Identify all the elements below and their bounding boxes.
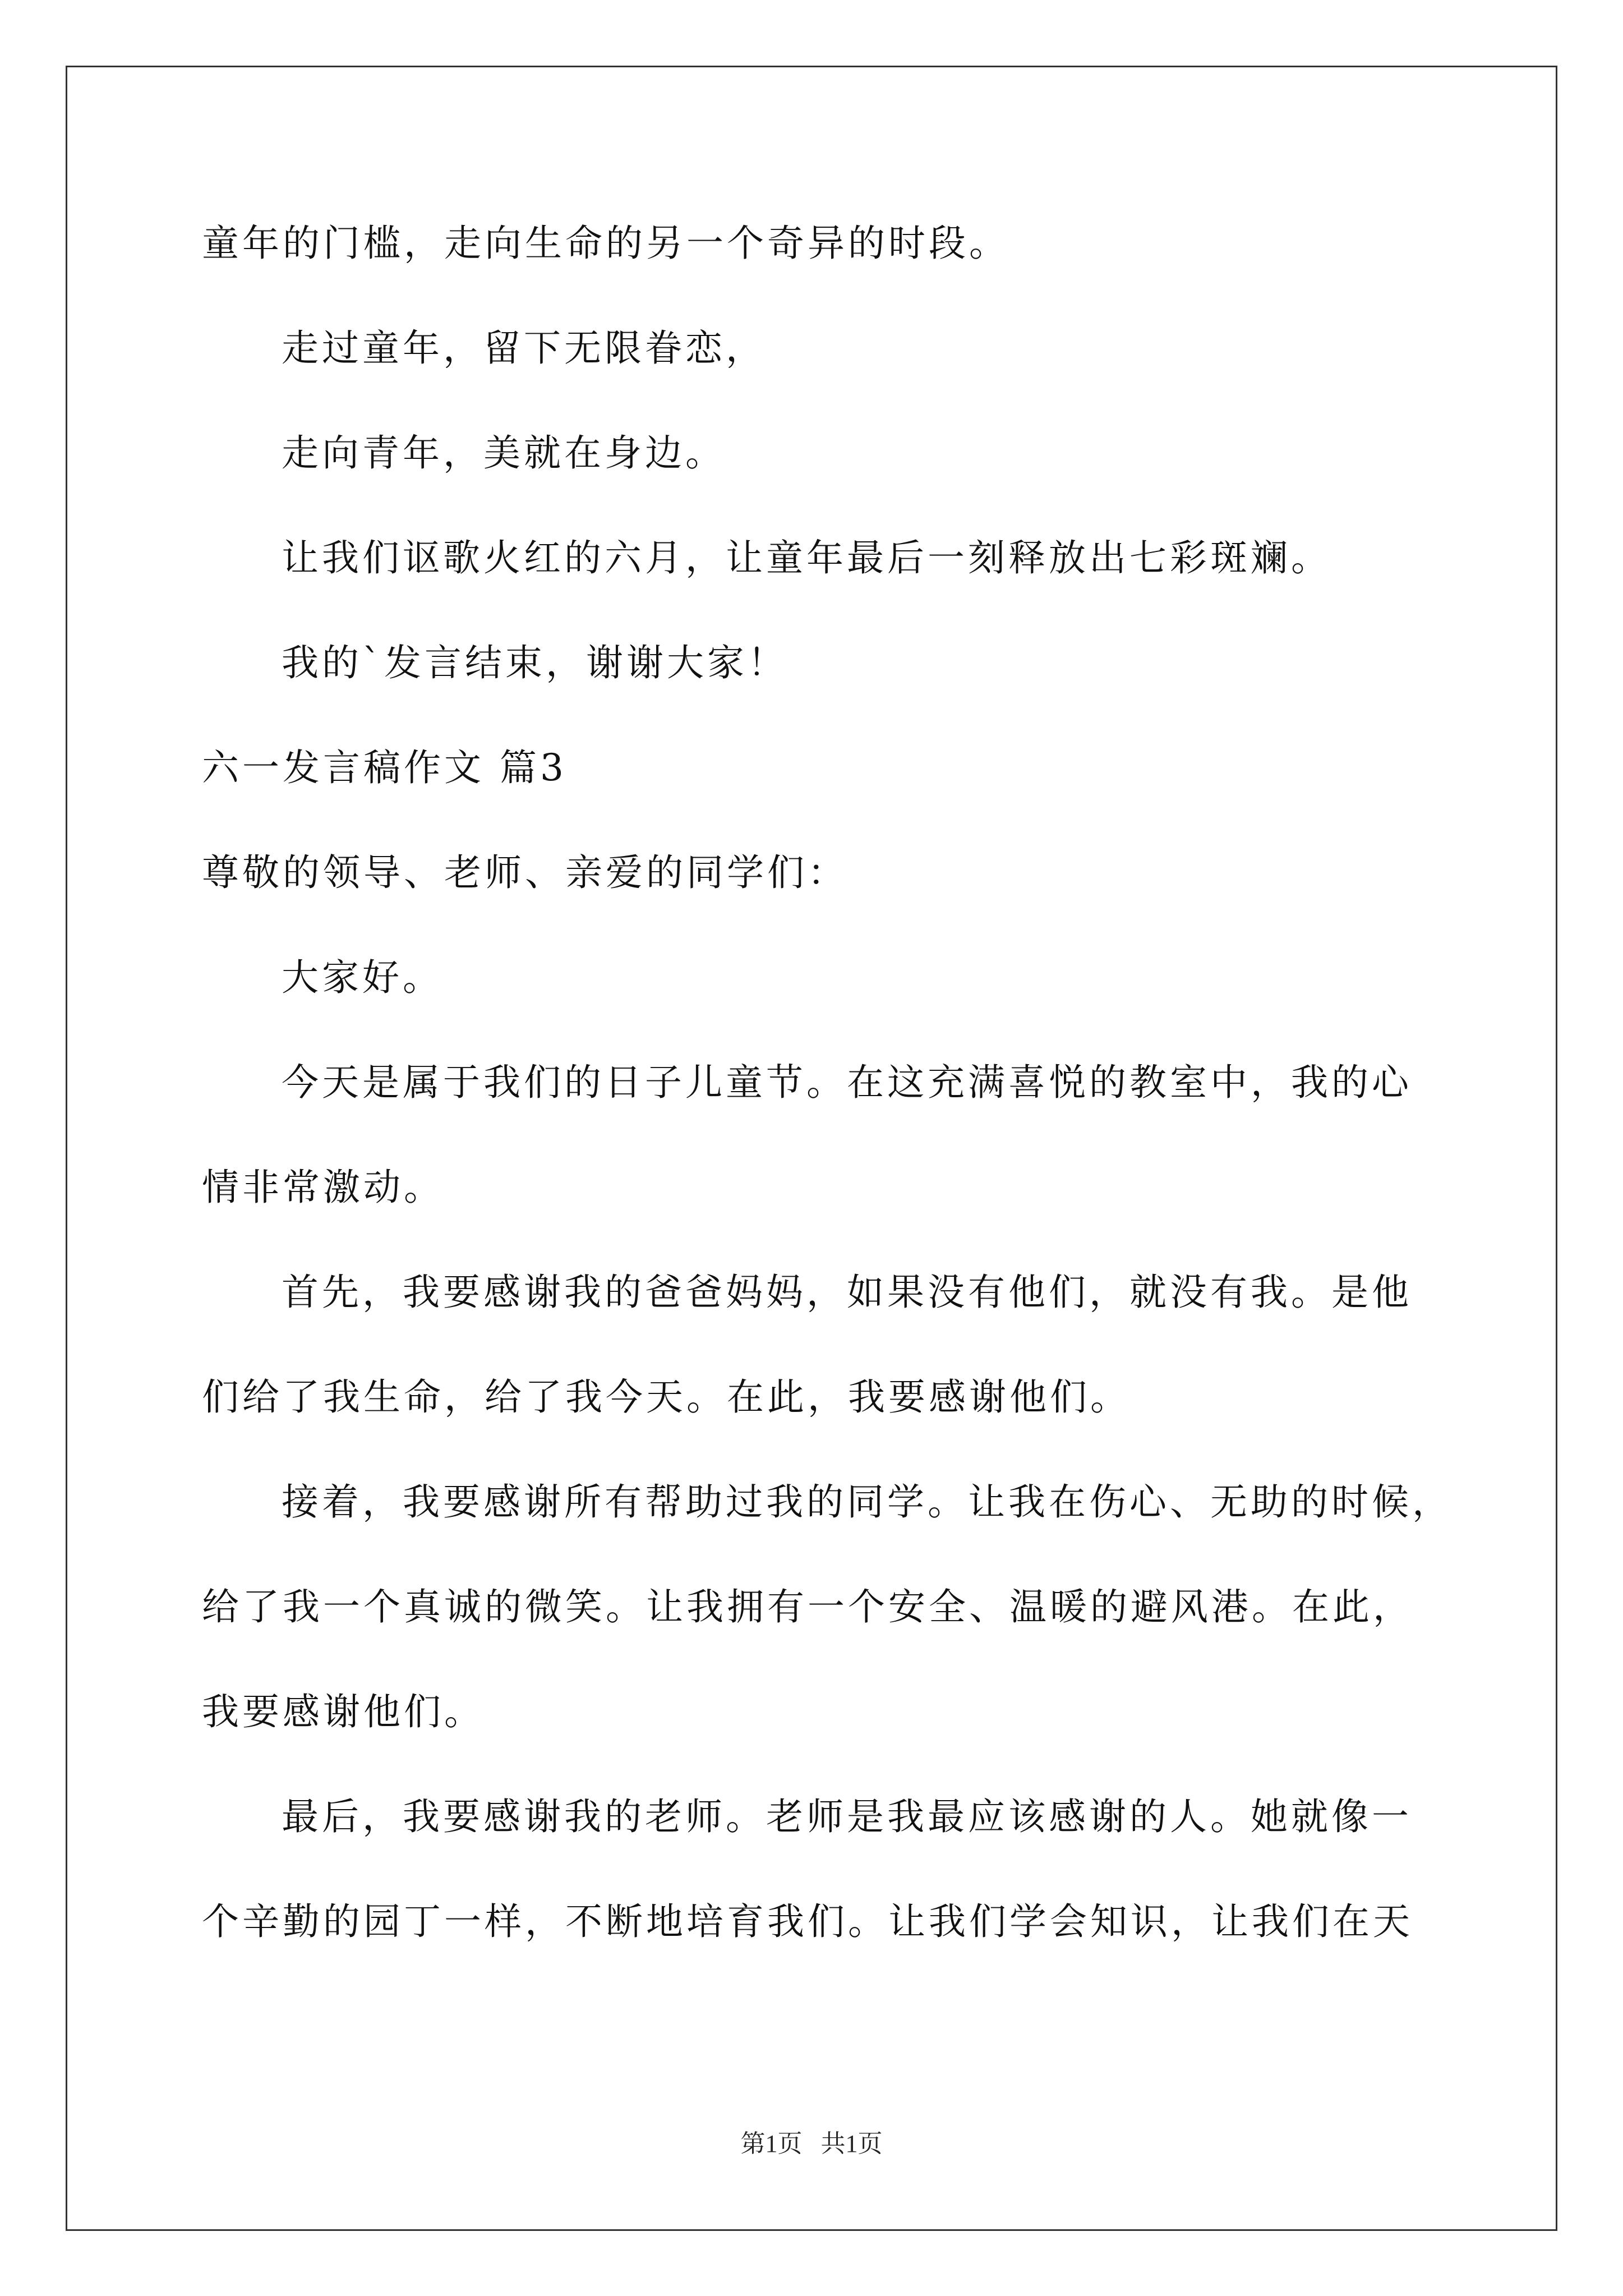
text-line: 我要感谢他们。: [202, 1690, 485, 1733]
text-line: 我的`发言结束，谢谢大家！: [282, 641, 788, 684]
text-line: 情非常激动。: [202, 1166, 444, 1209]
text-line: 童年的门槛，走向生命的另一个奇异的时段。: [202, 222, 1009, 265]
document-body: [202, 191, 1469, 1974]
text-line: 最后，我要感谢我的老师。老师是我最应该感谢的人。她就像一: [282, 1795, 1412, 1838]
page-number-footer: 第1页 共1页: [740, 2130, 883, 2157]
text-line: 让我们讴歌火红的六月，让童年最后一刻释放出七彩斑斓。: [282, 536, 1331, 579]
section-heading: 六一发言稿作文 篇3: [202, 746, 567, 789]
text-line: 走过童年，留下无限眷恋，: [282, 326, 766, 370]
text-line: 今天是属于我们的日子儿童节。在这充满喜悦的教室中，我的心: [282, 1061, 1412, 1104]
text-line: 走向青年，美就在身边。: [282, 431, 726, 475]
text-line: 首先，我要感谢我的爸爸妈妈，如果没有他们，就没有我。是他: [282, 1271, 1412, 1314]
text-line: 给了我一个真诚的微笑。让我拥有一个安全、温暖的避风港。在此，: [202, 1585, 1413, 1628]
text-line: 个辛勤的园丁一样，不断地培育我们。让我们学会知识，让我们在天: [202, 1900, 1413, 1943]
text-line: 们给了我生命，给了我今天。在此，我要感谢他们。: [202, 1375, 1131, 1419]
text-line: 接着，我要感谢所有帮助过我的同学。让我在伤心、无助的时候，: [282, 1480, 1453, 1524]
text-line: 大家好。: [282, 956, 443, 999]
salutation: 尊敬的领导、老师、亲爱的同学们：: [202, 851, 848, 894]
